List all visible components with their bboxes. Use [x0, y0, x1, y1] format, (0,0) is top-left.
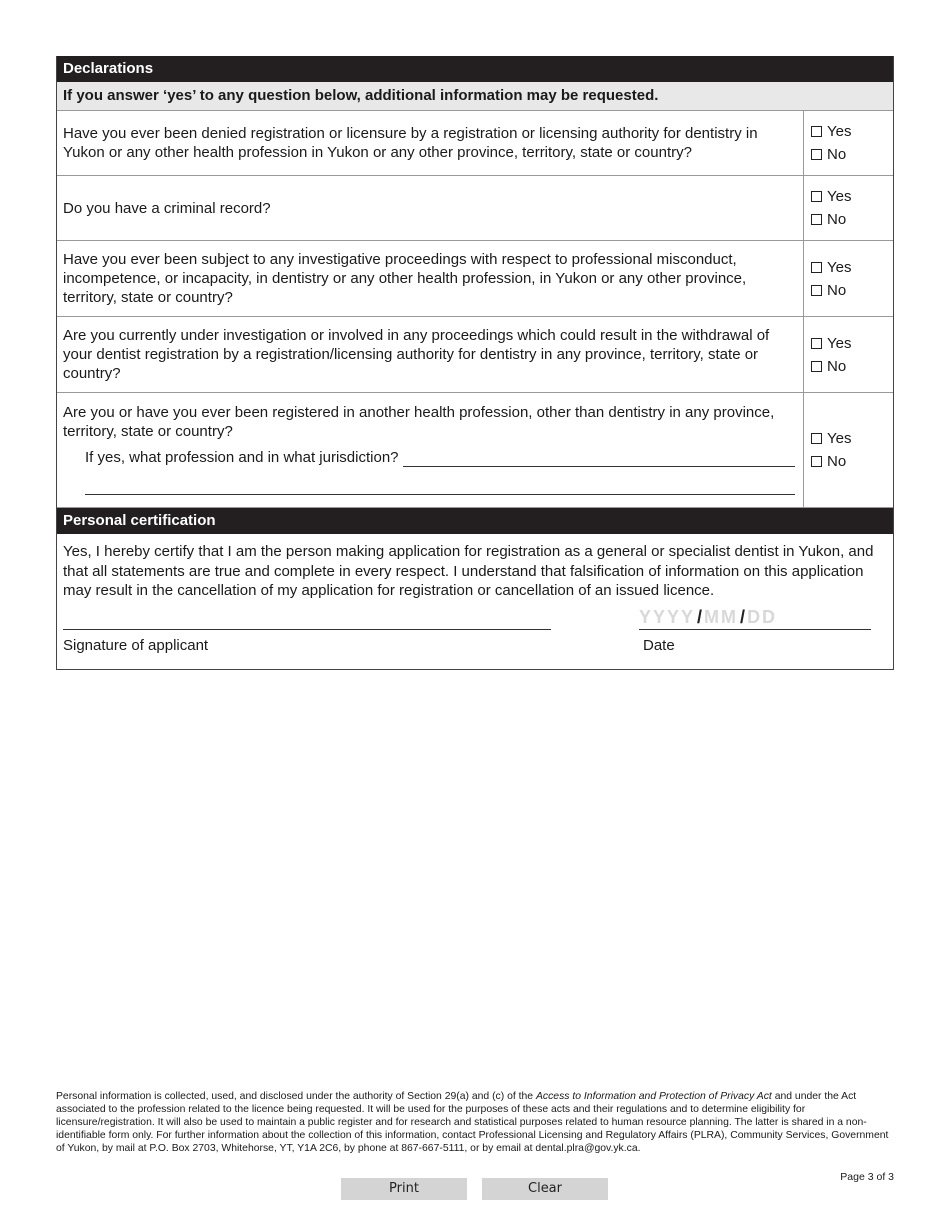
question-text-block: [57, 393, 804, 507]
privacy-act-name: Access to Information and Protection of Privacy Act: [535, 1091, 772, 1102]
question-text: Are you or have you ever been registered in another health profession, other than dentistry in any province, territory, state or country?: [63, 404, 775, 440]
certification-header: Personal certification: [57, 508, 893, 534]
answer-options: [804, 241, 893, 316]
signature-label: Signature of applicant: [63, 636, 209, 654]
checkbox-icon[interactable]: [811, 214, 822, 225]
question-row-3: [57, 241, 893, 317]
no-checkbox[interactable]: [811, 279, 893, 302]
no-checkbox[interactable]: [811, 143, 893, 166]
no-checkbox[interactable]: [811, 208, 893, 231]
no-label: No: [827, 211, 847, 228]
yes-label: Yes: [827, 334, 852, 352]
no-checkbox[interactable]: [811, 450, 893, 473]
checkbox-icon[interactable]: [811, 191, 822, 202]
follow-up-label: If yes, what profession and in what jurisdiction?: [85, 449, 399, 466]
date-separator: /: [740, 606, 746, 627]
yes-label: Yes: [827, 188, 852, 205]
yes-checkbox[interactable]: [811, 332, 893, 355]
privacy-notice: [56, 1090, 896, 1155]
answer-options: [804, 111, 893, 175]
yes-checkbox[interactable]: [811, 120, 893, 143]
answer-options: [804, 393, 893, 507]
declarations-instructions: If you answer ‘yes’ to any question below, additional information may be requested.: [57, 82, 893, 111]
yes-label: Yes: [827, 258, 852, 276]
date-line: [639, 629, 871, 630]
answer-options: [804, 176, 893, 240]
declarations-header: Declarations: [57, 56, 893, 82]
date-field[interactable]: [639, 607, 777, 628]
yes-checkbox[interactable]: [811, 185, 893, 208]
date-month-placeholder: MM: [704, 606, 739, 627]
privacy-text-end: and under the Act associated to the profession related to the licence being requested. It will be used for the purposes of these acts and their regulations and to determine eligibility for licensure/registration. It will also be used to maintain a public register and for research and statistical purposes related to human resource planning. The latter is shared in a non-identifiable form only. For further information about the collection of this information, contact Professional Licensing and Regulatory Affairs (PLRA), Community Services, Government of Yukon, by mail at P.O. Box 2703, Whitehorse, YT, Y1A 2C6, by phone at 867-667-5111, or by email at dental.plra@gov.yk.ca.: [56, 1091, 889, 1154]
checkbox-icon[interactable]: [811, 285, 822, 296]
date-year-placeholder: YYYY: [639, 606, 696, 627]
page-number: Page 3 of 3: [840, 1171, 894, 1183]
checkbox-icon[interactable]: [811, 126, 822, 137]
question-row-5: [57, 393, 893, 508]
question-text: Are you currently under investigation or involved in any proceedings which could result in the withdrawal of your dentist registration by a registration/licensing authority for dentistry in any province, territory, state or country?: [57, 317, 804, 392]
question-text: Have you ever been denied registration or licensure by a registration or licensing authority for dentistry in Yukon or any other health profession in Yukon or any other province, territory, state or country?: [57, 111, 804, 175]
no-label: No: [827, 357, 847, 375]
date-day-placeholder: DD: [747, 606, 778, 627]
privacy-text-start: Personal information is collected, used, and disclosed under the authority of Section 29(a) and (c) of the: [56, 1091, 536, 1102]
checkbox-icon[interactable]: [811, 338, 822, 349]
question-row-1: [57, 111, 893, 176]
question-text: Do you have a criminal record?: [57, 176, 804, 240]
profession-jurisdiction-field[interactable]: [403, 449, 796, 467]
question-row-4: [57, 317, 893, 393]
yes-label: Yes: [827, 430, 852, 447]
profession-jurisdiction-field-line-2[interactable]: [85, 484, 795, 495]
no-label: No: [827, 146, 847, 163]
no-label: No: [827, 453, 847, 470]
answer-options: [804, 317, 893, 392]
checkbox-icon[interactable]: [811, 361, 822, 372]
clear-button[interactable]: Clear: [482, 1178, 608, 1200]
yes-checkbox[interactable]: [811, 427, 893, 450]
print-button[interactable]: Print: [341, 1178, 467, 1200]
yes-checkbox[interactable]: [811, 256, 893, 279]
yes-label: Yes: [827, 123, 852, 140]
question-text: Have you ever been subject to any investigative proceedings with respect to professional misconduct, incompetence, or incapacity, in dentistry or any other health profession, in Yukon or any other province, territory, state or country?: [57, 241, 804, 316]
checkbox-icon[interactable]: [811, 456, 822, 467]
checkbox-icon[interactable]: [811, 149, 822, 160]
certification-text: Yes, I hereby certify that I am the person making application for registration as a general or specialist dentist in Yukon, and that all statements are true and complete in every respect. I understand that falsification of information on this application may result in the cancellation of my application for registration or cancellation of an issued licence.: [63, 543, 874, 599]
application-form: [56, 56, 894, 670]
follow-up-row: [63, 448, 795, 467]
date-separator: /: [697, 606, 703, 627]
date-label: Date: [643, 636, 675, 654]
signature-area: [57, 601, 893, 669]
signature-field[interactable]: [63, 629, 551, 630]
question-row-2: [57, 176, 893, 241]
no-checkbox[interactable]: [811, 355, 893, 378]
checkbox-icon[interactable]: [811, 262, 822, 273]
no-label: No: [827, 281, 847, 299]
checkbox-icon[interactable]: [811, 433, 822, 444]
